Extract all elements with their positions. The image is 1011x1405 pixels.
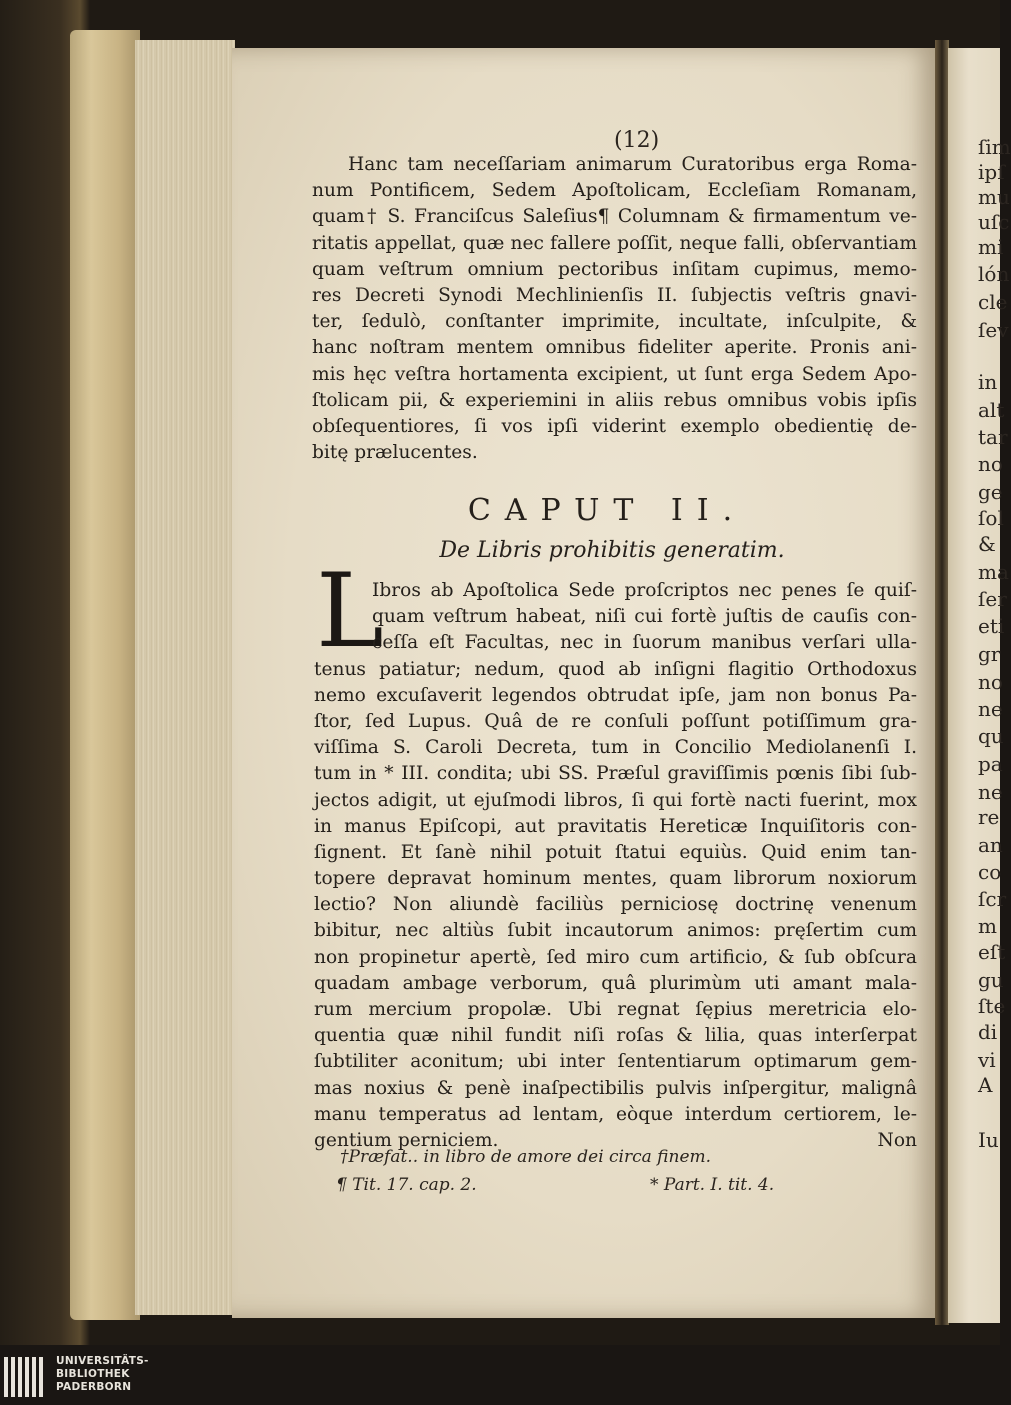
facing-page-fragment: ſol — [978, 506, 1004, 530]
text-line: num Pontificem, Sedem Apoſtolicam, Eccleſiam Romanam, — [312, 180, 917, 202]
text-line: manu temperatus ad lentam, eòque interdum certiorem, le- — [314, 1103, 917, 1125]
text-line: tum in * III. condita; ubi SS. Præſul graviſſimis pœnis ſibi ſub- — [314, 763, 917, 785]
text-line: quam† S. Franciſcus Saleſius¶ Columnam & firmamentum ve- — [312, 206, 917, 228]
text-line: ſtolicam pii, & experiemini in aliis rebus omnibus vobis ipſis — [312, 389, 917, 411]
text-line: quam veſtrum omnium pectoribus inſitam cupimus, memo- — [312, 258, 917, 280]
facing-page-fragment: pa — [978, 752, 1003, 776]
catchword: Non — [877, 1129, 917, 1151]
opening-paragraph — [312, 152, 917, 466]
facing-page-fragment: ſte — [978, 994, 1006, 1018]
facing-page — [948, 48, 1011, 1323]
facing-page-fragment: A — [978, 1073, 993, 1097]
text-line-end: gentium perniciem. — [314, 1129, 499, 1151]
footnote-dagger: †Præfat.. in libro de amore dei circa finem. — [340, 1147, 712, 1167]
text-line: quam veſtrum habeat, niſi cui fortè juſtis de cauſis con- — [372, 606, 917, 628]
text-line: mas noxius & penè inaſpectibilis pulvis inſpergitur, malignâ — [314, 1077, 917, 1099]
text-line: quadam ambage verborum, quâ plurimùm uti amant mala- — [314, 972, 917, 994]
text-line: nemo excuſaverit legendos obtrudat ipſe, jam non bonus Pa- — [314, 684, 917, 706]
text-line: Hanc tam neceſſariam animarum Curatoribus erga Roma- — [348, 154, 917, 175]
decorated-initial: L — [316, 552, 384, 671]
text-line: bitę prælucentes. — [312, 442, 478, 464]
text-line: res Decreti Synodi Mechlinienſis II. ſubjectis veſtris gnavi- — [312, 284, 917, 306]
text-line: viſſima S. Caroli Decreta, tum in Concilio Mediolanenſi I. — [314, 737, 917, 759]
facing-page-fragment: eſt — [978, 940, 1006, 964]
text-line: ſubtiliter aconitum; ubi inter ſententiarum optimarum gem- — [314, 1051, 917, 1073]
text-line: Ibros ab Apoſtolica Sede proſcriptos nec penes ſe quiſ- — [372, 580, 917, 601]
text-line: ceſſa eſt Facultas, nec in ſuorum manibus verſari ulla- — [372, 632, 917, 654]
facing-page-fragment: co — [978, 860, 1002, 884]
text-line: obſequentiores, ſi vos ipſi viderint exemplo obedientię de- — [312, 415, 917, 437]
facing-page-fragment: lón — [978, 262, 1010, 286]
facing-page-fragment: tar — [978, 425, 1008, 449]
facing-page-fragment: cle — [978, 290, 1008, 314]
facing-page-fragment: uſc — [978, 210, 1010, 234]
text-line: ter, ſedulò, conſtanter imprimite, incultate, inſculpite, & — [312, 311, 917, 333]
library-logo-icon — [4, 1355, 48, 1399]
text-line: ſignent. Et ſanè nihil potuit ſtatui equiùs. Quid enim tan- — [314, 841, 917, 863]
text-line: ritatis appellat, quæ nec fallere poſſit, neque falli, obſervantiam — [312, 232, 917, 254]
facing-page-fragment: & — [978, 532, 996, 556]
facing-page-fragment: ge — [978, 480, 1003, 504]
logo-line-2: BIBLIOTHEK — [56, 1368, 130, 1380]
facing-page-fragment: Iu — [978, 1128, 999, 1152]
chapter-subheading: De Libris prohibitis generatim. — [439, 538, 785, 563]
facing-page-fragment: no — [978, 670, 1003, 694]
facing-page-fragment: ſcr — [978, 887, 1007, 911]
facing-page-fragment: re — [978, 805, 1000, 829]
facing-page-fragment: an — [978, 833, 1003, 857]
facing-page-fragment: di — [978, 1020, 998, 1044]
facing-page-fragment: eti — [978, 614, 1005, 638]
footnote-pilcrow: ¶ Tit. 17. cap. 2. — [336, 1175, 477, 1195]
text-line: in manus Epiſcopi, aut pravitatis Hereticæ Inquiſitoris con- — [314, 815, 917, 837]
chapter-body — [314, 578, 917, 1154]
facing-page-fragment: ma — [978, 560, 1009, 584]
text-line: topere depravat hominum mentes, quam librorum noxiorum — [314, 868, 917, 890]
text-line: quentia quæ nihil fundit niſi roſas & lilia, quas interſerpat — [314, 1025, 917, 1047]
page-number: (12) — [614, 128, 660, 153]
text-line: bibitur, nec altiùs ſubit incautorum animos: pręſertim cum — [314, 920, 917, 942]
facing-page-fragment: ipſ — [978, 160, 1005, 184]
facing-page-fragment: alt — [978, 398, 1005, 422]
text-line: ſtor, ſed Lupus. Quâ de re conſuli poſſunt potiſſimum gra- — [314, 710, 917, 732]
text-line: hanc noſtram mentem omnibus fideliter aperite. Pronis ani- — [312, 337, 917, 359]
footnote-asterisk: * Part. I. tit. 4. — [650, 1175, 775, 1195]
facing-page-fragment: vi — [978, 1048, 996, 1072]
book-cover-edge — [70, 30, 140, 1320]
footer-bar — [0, 1345, 1000, 1405]
facing-page-fragment: ne — [978, 780, 1003, 804]
logo-line-3: PADERBORN — [56, 1381, 132, 1393]
facing-page-fragment: ſev — [978, 318, 1009, 342]
facing-page-fragment: gu — [978, 968, 1004, 992]
text-line: jectos adigit, ut ejuſmodi libros, ſi qui fortè nacti fuerint, mox — [314, 789, 917, 811]
text-line: lectio? Non aliundè faciliùs perniciosę doctrinę venenum — [314, 894, 917, 916]
facing-page-fragment: ne — [978, 697, 1003, 721]
text-line: mis hęc veſtra hortamenta excipient, ut ſunt erga Sedem Apo- — [312, 363, 917, 385]
facing-page-fragment: qu — [978, 724, 1004, 748]
facing-page-fragment: mu — [978, 185, 1010, 209]
facing-page-fragment: gr — [978, 642, 1001, 666]
facing-page-fragment: in — [978, 370, 998, 394]
chapter-heading: CAPUT II. — [467, 493, 747, 528]
facing-page-fragment: no — [978, 452, 1003, 476]
text-line: rum mercium propolæ. Ubi regnat ſępius meretricia elo- — [314, 999, 917, 1020]
logo-line-1: UNIVERSITÄTS- — [56, 1355, 149, 1367]
text-line: tenus patiatur; nedum, quod ab inſigni flagitio Orthodoxus — [314, 658, 917, 680]
facing-page-fragment: ſim — [978, 135, 1011, 159]
text-line: non propinetur apertè, ſed miro cum artificio, & ſub obſcura — [314, 946, 917, 968]
facing-page-fragment: mi — [978, 235, 1004, 259]
book-gutter — [935, 40, 949, 1325]
page-stack-edge — [135, 40, 235, 1315]
facing-page-fragment: m — [978, 914, 997, 938]
facing-page-fragment: ſer — [978, 587, 1007, 611]
library-logo-text — [56, 1355, 149, 1394]
